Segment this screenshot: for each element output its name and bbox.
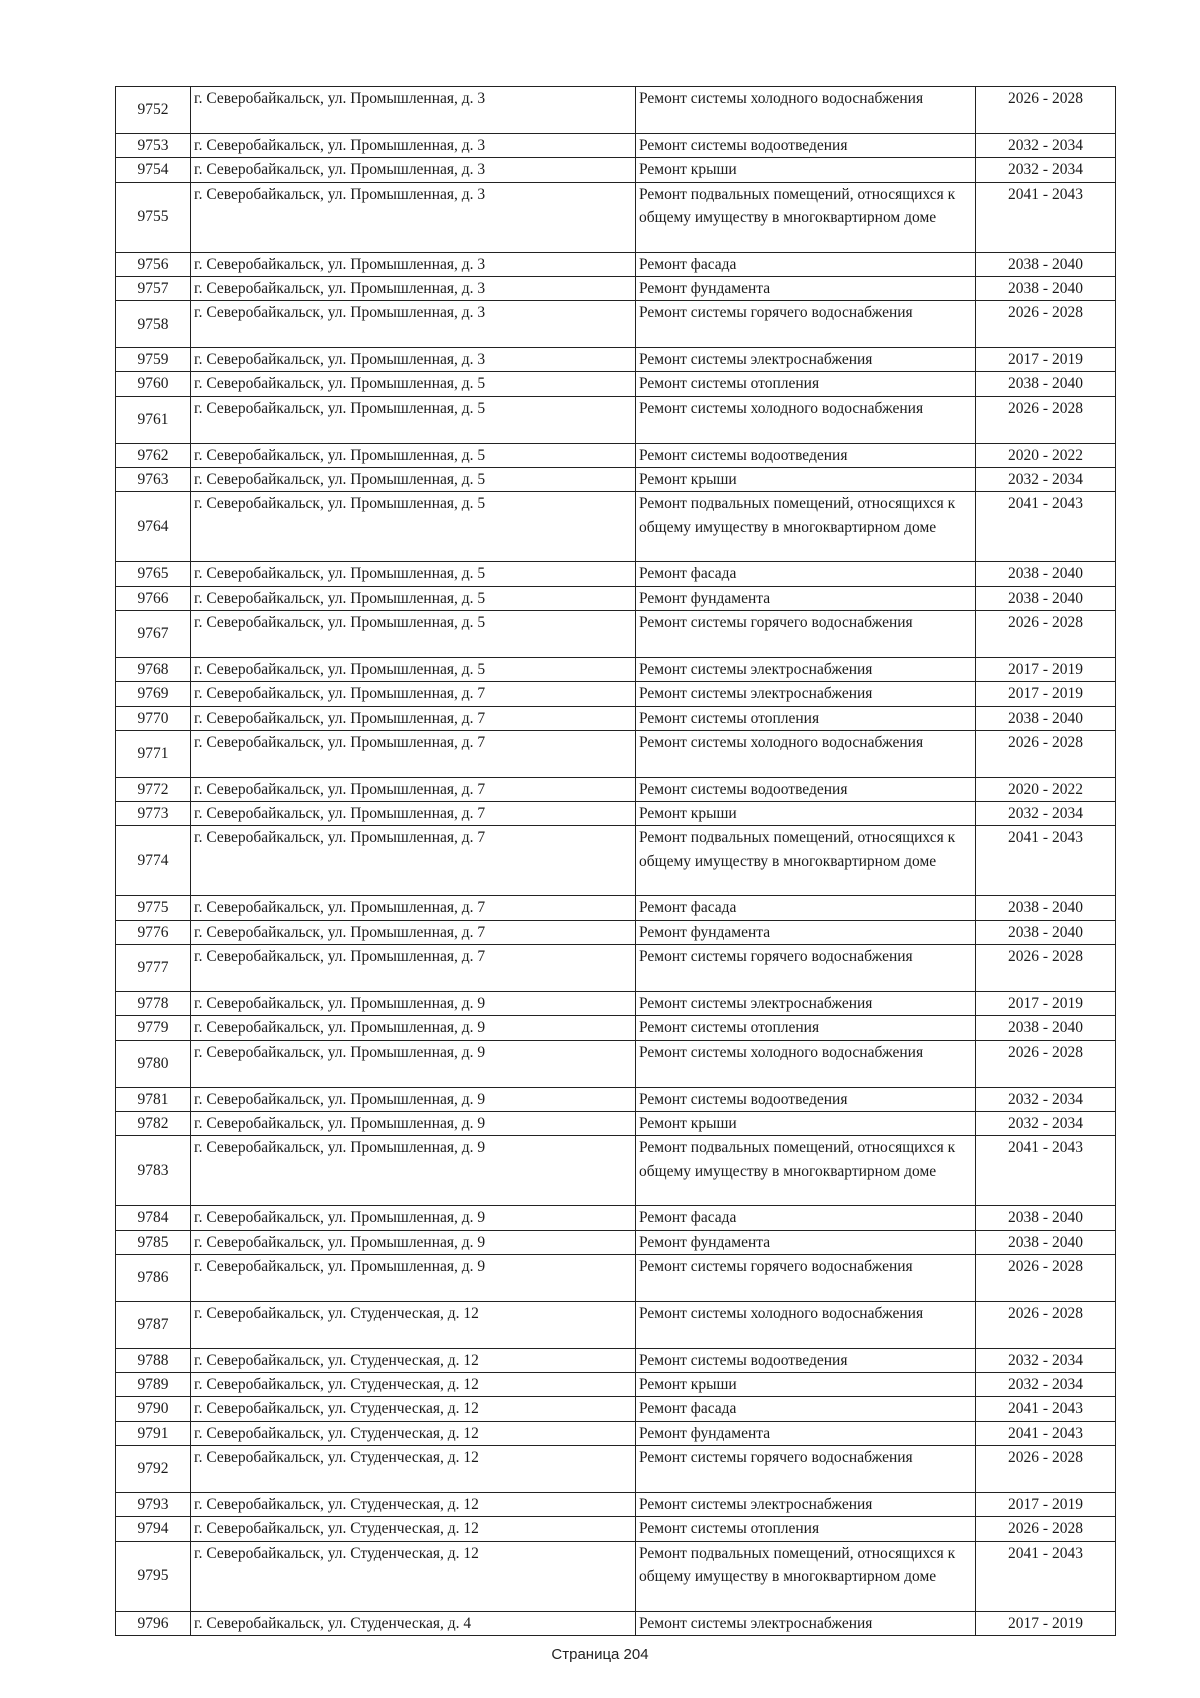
work-type-cell: Ремонт фасада <box>636 1206 976 1230</box>
row-number-cell: 9759 <box>116 348 191 372</box>
work-type-cell: Ремонт подвальных помещений, относящихся к общему имуществу в многоквартирном доме <box>636 826 976 896</box>
work-type-cell: Ремонт системы электроснабжения <box>636 1611 976 1635</box>
row-number-cell: 9756 <box>116 252 191 276</box>
table-row <box>116 945 1116 992</box>
work-type-cell: Ремонт крыши <box>636 802 976 826</box>
period-cell: 2041 - 2043 <box>976 1136 1116 1206</box>
table-row <box>116 134 1116 158</box>
address-cell: г. Северобайкальск, ул. Студенческая, д. 12 <box>191 1541 636 1611</box>
row-number-cell: 9781 <box>116 1087 191 1111</box>
period-cell: 2026 - 2028 <box>976 1446 1116 1493</box>
work-type-cell: Ремонт системы водоотведения <box>636 1087 976 1111</box>
period-cell: 2017 - 2019 <box>976 348 1116 372</box>
table-row <box>116 1254 1116 1301</box>
work-type-cell: Ремонт системы горячего водоснабжения <box>636 610 976 657</box>
period-cell: 2017 - 2019 <box>976 1611 1116 1635</box>
row-number-cell: 9774 <box>116 826 191 896</box>
table-row <box>116 1446 1116 1493</box>
row-number-cell: 9757 <box>116 276 191 300</box>
work-type-cell: Ремонт системы водоотведения <box>636 443 976 467</box>
work-type-cell: Ремонт системы отопления <box>636 372 976 396</box>
period-cell: 2038 - 2040 <box>976 276 1116 300</box>
row-number-cell: 9792 <box>116 1446 191 1493</box>
row-number-cell: 9787 <box>116 1301 191 1348</box>
address-cell: г. Северобайкальск, ул. Промышленная, д. 3 <box>191 276 636 300</box>
table-row <box>116 1611 1116 1635</box>
row-number-cell: 9760 <box>116 372 191 396</box>
work-type-cell: Ремонт системы горячего водоснабжения <box>636 945 976 992</box>
address-cell: г. Северобайкальск, ул. Студенческая, д. 12 <box>191 1517 636 1541</box>
row-number-cell: 9784 <box>116 1206 191 1230</box>
row-number-cell: 9791 <box>116 1421 191 1445</box>
period-cell: 2038 - 2040 <box>976 706 1116 730</box>
row-number-cell: 9761 <box>116 396 191 443</box>
address-cell: г. Северобайкальск, ул. Промышленная, д. 9 <box>191 992 636 1016</box>
period-cell: 2038 - 2040 <box>976 1016 1116 1040</box>
works-table <box>115 86 1116 1636</box>
row-number-cell: 9777 <box>116 945 191 992</box>
row-number-cell: 9763 <box>116 468 191 492</box>
address-cell: г. Северобайкальск, ул. Промышленная, д. 5 <box>191 372 636 396</box>
table-row <box>116 1206 1116 1230</box>
address-cell: г. Северобайкальск, ул. Промышленная, д. 7 <box>191 802 636 826</box>
work-type-cell: Ремонт системы холодного водоснабжения <box>636 87 976 134</box>
work-type-cell: Ремонт системы горячего водоснабжения <box>636 1446 976 1493</box>
work-type-cell: Ремонт системы электроснабжения <box>636 348 976 372</box>
work-type-cell: Ремонт системы водоотведения <box>636 777 976 801</box>
period-cell: 2032 - 2034 <box>976 134 1116 158</box>
address-cell: г. Северобайкальск, ул. Промышленная, д. 5 <box>191 396 636 443</box>
row-number-cell: 9764 <box>116 492 191 562</box>
table-row <box>116 1397 1116 1421</box>
table-row <box>116 657 1116 681</box>
period-cell: 2026 - 2028 <box>976 301 1116 348</box>
address-cell: г. Северобайкальск, ул. Промышленная, д. 9 <box>191 1111 636 1135</box>
address-cell: г. Северобайкальск, ул. Промышленная, д. 3 <box>191 134 636 158</box>
work-type-cell: Ремонт системы электроснабжения <box>636 1493 976 1517</box>
period-cell: 2032 - 2034 <box>976 1111 1116 1135</box>
work-type-cell: Ремонт системы холодного водоснабжения <box>636 1301 976 1348</box>
table-row <box>116 348 1116 372</box>
period-cell: 2017 - 2019 <box>976 1493 1116 1517</box>
table-row <box>116 1136 1116 1206</box>
address-cell: г. Северобайкальск, ул. Промышленная, д. 5 <box>191 586 636 610</box>
table-row <box>116 87 1116 134</box>
address-cell: г. Северобайкальск, ул. Промышленная, д. 9 <box>191 1254 636 1301</box>
work-type-cell: Ремонт системы водоотведения <box>636 134 976 158</box>
work-type-cell: Ремонт системы горячего водоснабжения <box>636 301 976 348</box>
table-row <box>116 158 1116 182</box>
address-cell: г. Северобайкальск, ул. Промышленная, д. 7 <box>191 826 636 896</box>
work-type-cell: Ремонт системы водоотведения <box>636 1348 976 1372</box>
work-type-cell: Ремонт фасада <box>636 252 976 276</box>
works-table-body <box>116 87 1116 1636</box>
table-row <box>116 252 1116 276</box>
work-type-cell: Ремонт системы отопления <box>636 706 976 730</box>
row-number-cell: 9786 <box>116 1254 191 1301</box>
work-type-cell: Ремонт фундамента <box>636 586 976 610</box>
address-cell: г. Северобайкальск, ул. Промышленная, д. 5 <box>191 468 636 492</box>
table-row <box>116 492 1116 562</box>
row-number-cell: 9767 <box>116 610 191 657</box>
row-number-cell: 9758 <box>116 301 191 348</box>
work-type-cell: Ремонт фундамента <box>636 920 976 944</box>
address-cell: г. Северобайкальск, ул. Промышленная, д. 7 <box>191 920 636 944</box>
period-cell: 2020 - 2022 <box>976 443 1116 467</box>
period-cell: 2032 - 2034 <box>976 1087 1116 1111</box>
table-row <box>116 276 1116 300</box>
row-number-cell: 9772 <box>116 777 191 801</box>
table-row <box>116 1373 1116 1397</box>
row-number-cell: 9785 <box>116 1230 191 1254</box>
address-cell: г. Северобайкальск, ул. Промышленная, д. 9 <box>191 1016 636 1040</box>
address-cell: г. Северобайкальск, ул. Студенческая, д. 12 <box>191 1446 636 1493</box>
period-cell: 2026 - 2028 <box>976 1254 1116 1301</box>
row-number-cell: 9765 <box>116 562 191 586</box>
period-cell: 2038 - 2040 <box>976 1206 1116 1230</box>
period-cell: 2032 - 2034 <box>976 1373 1116 1397</box>
table-row <box>116 826 1116 896</box>
row-number-cell: 9771 <box>116 730 191 777</box>
work-type-cell: Ремонт фундамента <box>636 1230 976 1254</box>
table-row <box>116 396 1116 443</box>
address-cell: г. Северобайкальск, ул. Студенческая, д. 12 <box>191 1421 636 1445</box>
table-row <box>116 920 1116 944</box>
table-row <box>116 443 1116 467</box>
period-cell: 2026 - 2028 <box>976 730 1116 777</box>
row-number-cell: 9752 <box>116 87 191 134</box>
period-cell: 2017 - 2019 <box>976 682 1116 706</box>
address-cell: г. Северобайкальск, ул. Студенческая, д. 12 <box>191 1397 636 1421</box>
page-number: Страница 204 <box>551 1646 649 1663</box>
table-row <box>116 1230 1116 1254</box>
period-cell: 2041 - 2043 <box>976 826 1116 896</box>
table-row <box>116 610 1116 657</box>
address-cell: г. Северобайкальск, ул. Промышленная, д. 9 <box>191 1087 636 1111</box>
address-cell: г. Северобайкальск, ул. Промышленная, д. 3 <box>191 348 636 372</box>
period-cell: 2026 - 2028 <box>976 1040 1116 1087</box>
period-cell: 2026 - 2028 <box>976 1517 1116 1541</box>
work-type-cell: Ремонт фасада <box>636 1397 976 1421</box>
period-cell: 2026 - 2028 <box>976 396 1116 443</box>
address-cell: г. Северобайкальск, ул. Промышленная, д. 3 <box>191 158 636 182</box>
address-cell: г. Северобайкальск, ул. Промышленная, д. 7 <box>191 682 636 706</box>
table-row <box>116 1016 1116 1040</box>
work-type-cell: Ремонт системы электроснабжения <box>636 657 976 681</box>
period-cell: 2041 - 2043 <box>976 182 1116 252</box>
period-cell: 2038 - 2040 <box>976 1230 1116 1254</box>
row-number-cell: 9788 <box>116 1348 191 1372</box>
period-cell: 2038 - 2040 <box>976 252 1116 276</box>
work-type-cell: Ремонт системы электроснабжения <box>636 992 976 1016</box>
period-cell: 2038 - 2040 <box>976 586 1116 610</box>
row-number-cell: 9755 <box>116 182 191 252</box>
work-type-cell: Ремонт крыши <box>636 1373 976 1397</box>
address-cell: г. Северобайкальск, ул. Промышленная, д. 9 <box>191 1230 636 1254</box>
row-number-cell: 9779 <box>116 1016 191 1040</box>
address-cell: г. Северобайкальск, ул. Студенческая, д. 12 <box>191 1493 636 1517</box>
period-cell: 2017 - 2019 <box>976 992 1116 1016</box>
address-cell: г. Северобайкальск, ул. Промышленная, д. 5 <box>191 492 636 562</box>
table-row <box>116 730 1116 777</box>
address-cell: г. Северобайкальск, ул. Промышленная, д. 3 <box>191 252 636 276</box>
table-row <box>116 468 1116 492</box>
work-type-cell: Ремонт подвальных помещений, относящихся к общему имуществу в многоквартирном доме <box>636 1136 976 1206</box>
period-cell: 2038 - 2040 <box>976 896 1116 920</box>
table-row <box>116 1301 1116 1348</box>
row-number-cell: 9769 <box>116 682 191 706</box>
row-number-cell: 9793 <box>116 1493 191 1517</box>
address-cell: г. Северобайкальск, ул. Студенческая, д. 12 <box>191 1348 636 1372</box>
table-row <box>116 1541 1116 1611</box>
row-number-cell: 9780 <box>116 1040 191 1087</box>
period-cell: 2041 - 2043 <box>976 1541 1116 1611</box>
row-number-cell: 9766 <box>116 586 191 610</box>
table-row <box>116 1348 1116 1372</box>
table-row <box>116 1087 1116 1111</box>
work-type-cell: Ремонт крыши <box>636 468 976 492</box>
table-row <box>116 301 1116 348</box>
period-cell: 2032 - 2034 <box>976 468 1116 492</box>
row-number-cell: 9782 <box>116 1111 191 1135</box>
table-row <box>116 586 1116 610</box>
row-number-cell: 9773 <box>116 802 191 826</box>
table-row <box>116 706 1116 730</box>
work-type-cell: Ремонт фундамента <box>636 1421 976 1445</box>
work-type-cell: Ремонт фундамента <box>636 276 976 300</box>
work-type-cell: Ремонт системы горячего водоснабжения <box>636 1254 976 1301</box>
row-number-cell: 9790 <box>116 1397 191 1421</box>
period-cell: 2032 - 2034 <box>976 158 1116 182</box>
period-cell: 2041 - 2043 <box>976 1421 1116 1445</box>
period-cell: 2038 - 2040 <box>976 372 1116 396</box>
table-row <box>116 777 1116 801</box>
period-cell: 2020 - 2022 <box>976 777 1116 801</box>
period-cell: 2026 - 2028 <box>976 610 1116 657</box>
table-row <box>116 372 1116 396</box>
row-number-cell: 9753 <box>116 134 191 158</box>
address-cell: г. Северобайкальск, ул. Промышленная, д. 9 <box>191 1040 636 1087</box>
table-row <box>116 1421 1116 1445</box>
table-row <box>116 182 1116 252</box>
address-cell: г. Северобайкальск, ул. Промышленная, д. 3 <box>191 87 636 134</box>
period-cell: 2041 - 2043 <box>976 1397 1116 1421</box>
work-type-cell: Ремонт подвальных помещений, относящихся к общему имуществу в многоквартирном доме <box>636 492 976 562</box>
row-number-cell: 9770 <box>116 706 191 730</box>
work-type-cell: Ремонт подвальных помещений, относящихся к общему имуществу в многоквартирном доме <box>636 1541 976 1611</box>
work-type-cell: Ремонт системы холодного водоснабжения <box>636 396 976 443</box>
table-row <box>116 896 1116 920</box>
address-cell: г. Северобайкальск, ул. Промышленная, д. 5 <box>191 443 636 467</box>
period-cell: 2041 - 2043 <box>976 492 1116 562</box>
address-cell: г. Северобайкальск, ул. Промышленная, д. 7 <box>191 945 636 992</box>
work-type-cell: Ремонт крыши <box>636 1111 976 1135</box>
table-row <box>116 562 1116 586</box>
address-cell: г. Северобайкальск, ул. Промышленная, д. 7 <box>191 706 636 730</box>
address-cell: г. Северобайкальск, ул. Промышленная, д. 5 <box>191 610 636 657</box>
row-number-cell: 9789 <box>116 1373 191 1397</box>
address-cell: г. Северобайкальск, ул. Промышленная, д. 3 <box>191 301 636 348</box>
row-number-cell: 9754 <box>116 158 191 182</box>
row-number-cell: 9795 <box>116 1541 191 1611</box>
period-cell: 2026 - 2028 <box>976 945 1116 992</box>
address-cell: г. Северобайкальск, ул. Промышленная, д. 7 <box>191 777 636 801</box>
table-row <box>116 802 1116 826</box>
row-number-cell: 9775 <box>116 896 191 920</box>
address-cell: г. Северобайкальск, ул. Промышленная, д. 7 <box>191 896 636 920</box>
address-cell: г. Северобайкальск, ул. Промышленная, д. 3 <box>191 182 636 252</box>
work-type-cell: Ремонт системы отопления <box>636 1016 976 1040</box>
table-row <box>116 992 1116 1016</box>
work-type-cell: Ремонт системы отопления <box>636 1517 976 1541</box>
address-cell: г. Северобайкальск, ул. Промышленная, д. 5 <box>191 657 636 681</box>
work-type-cell: Ремонт системы холодного водоснабжения <box>636 1040 976 1087</box>
work-type-cell: Ремонт фасада <box>636 896 976 920</box>
address-cell: г. Северобайкальск, ул. Промышленная, д. 5 <box>191 562 636 586</box>
address-cell: г. Северобайкальск, ул. Студенческая, д. 12 <box>191 1301 636 1348</box>
row-number-cell: 9783 <box>116 1136 191 1206</box>
table-row <box>116 1493 1116 1517</box>
address-cell: г. Северобайкальск, ул. Промышленная, д. 9 <box>191 1206 636 1230</box>
work-type-cell: Ремонт подвальных помещений, относящихся к общему имуществу в многоквартирном доме <box>636 182 976 252</box>
address-cell: г. Северобайкальск, ул. Студенческая, д. 4 <box>191 1611 636 1635</box>
period-cell: 2038 - 2040 <box>976 562 1116 586</box>
row-number-cell: 9794 <box>116 1517 191 1541</box>
period-cell: 2032 - 2034 <box>976 1348 1116 1372</box>
row-number-cell: 9796 <box>116 1611 191 1635</box>
row-number-cell: 9762 <box>116 443 191 467</box>
work-type-cell: Ремонт фасада <box>636 562 976 586</box>
table-row <box>116 1517 1116 1541</box>
period-cell: 2032 - 2034 <box>976 802 1116 826</box>
period-cell: 2026 - 2028 <box>976 1301 1116 1348</box>
period-cell: 2026 - 2028 <box>976 87 1116 134</box>
period-cell: 2017 - 2019 <box>976 657 1116 681</box>
work-type-cell: Ремонт системы электроснабжения <box>636 682 976 706</box>
row-number-cell: 9776 <box>116 920 191 944</box>
table-row <box>116 1111 1116 1135</box>
period-cell: 2038 - 2040 <box>976 920 1116 944</box>
table-row <box>116 1040 1116 1087</box>
address-cell: г. Северобайкальск, ул. Промышленная, д. 7 <box>191 730 636 777</box>
row-number-cell: 9778 <box>116 992 191 1016</box>
address-cell: г. Северобайкальск, ул. Промышленная, д. 9 <box>191 1136 636 1206</box>
table-row <box>116 682 1116 706</box>
row-number-cell: 9768 <box>116 657 191 681</box>
address-cell: г. Северобайкальск, ул. Студенческая, д. 12 <box>191 1373 636 1397</box>
work-type-cell: Ремонт системы холодного водоснабжения <box>636 730 976 777</box>
work-type-cell: Ремонт крыши <box>636 158 976 182</box>
